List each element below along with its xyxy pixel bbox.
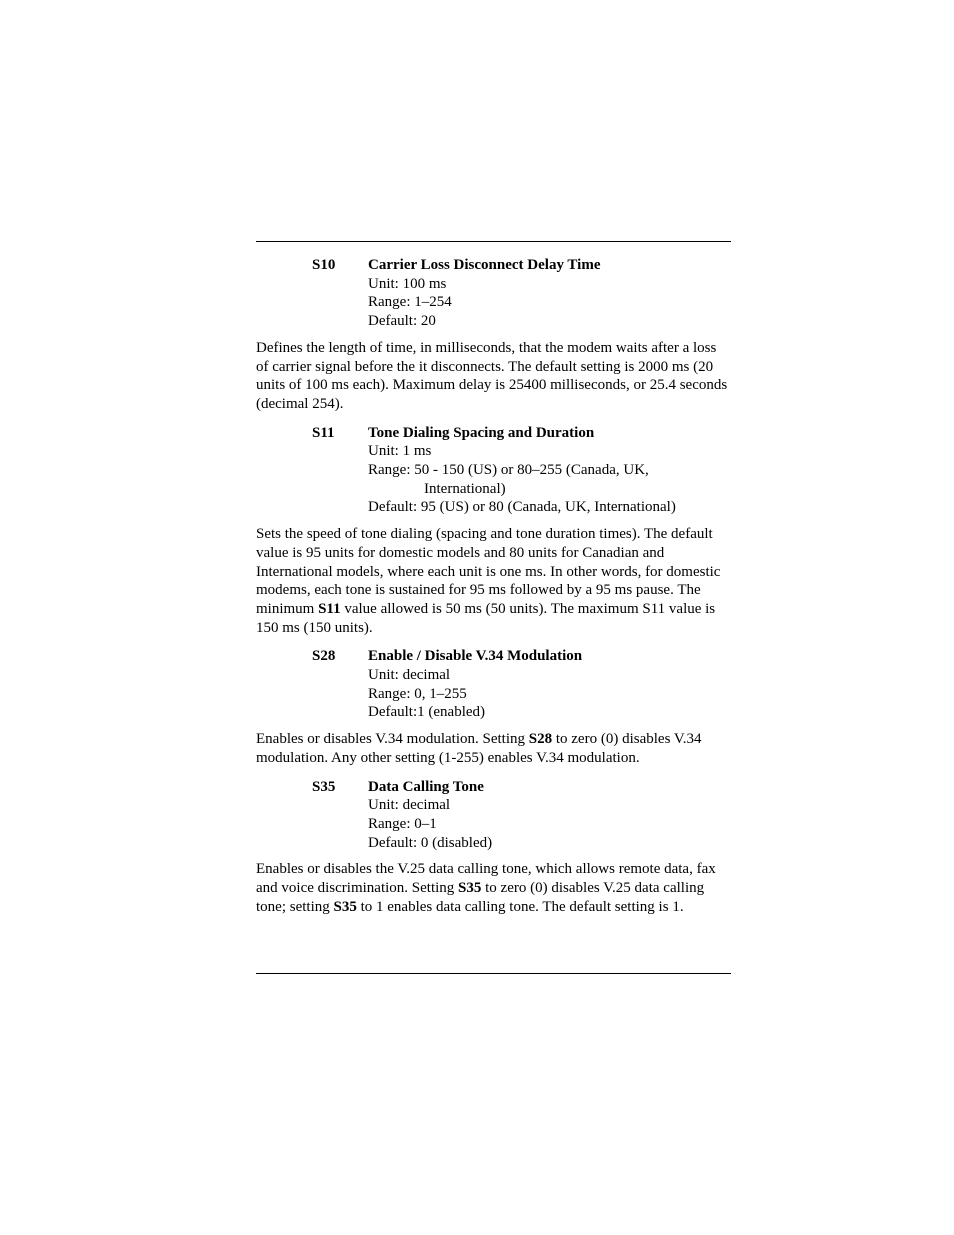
register-default: Default: 95 (US) or 80 (Canada, UK, International)	[368, 499, 676, 516]
register-range: Range: 50 - 150 (US) or 80–255 (Canada, UK,	[368, 462, 649, 479]
register-description: Enables or disables the V.25 data calling tone, which allows remote data, fax and voice discrimination. Setting S35 to zero (0) disables V.25 data calling tone; setting S35 to 1 enables data calling tone. The default setting is 1.	[256, 861, 716, 915]
register-default: Default:1 (enabled)	[368, 704, 486, 721]
register-list	[256, 256, 731, 917]
register-range: Range: 0–1	[368, 815, 437, 832]
register-default: Default: 0 (disabled)	[368, 834, 493, 851]
top-rule	[256, 241, 731, 242]
register-id: S35	[312, 778, 336, 795]
register-title: Tone Dialing Spacing and Duration	[368, 424, 595, 441]
register-unit: Unit: 100 ms	[368, 275, 447, 292]
bottom-rule	[256, 973, 731, 974]
register-id: S11	[312, 424, 335, 441]
register-unit: Unit: 1 ms	[368, 443, 432, 460]
register-header	[256, 647, 731, 722]
register-range: Range: 1–254	[368, 294, 452, 311]
register-range: Range: 0, 1–255	[368, 685, 467, 702]
register-unit: Unit: decimal	[368, 797, 451, 814]
register-header	[256, 424, 731, 518]
register-title: Data Calling Tone	[368, 778, 484, 795]
register-title: Enable / Disable V.34 Modulation	[368, 648, 583, 665]
register-range-continued: International)	[424, 480, 506, 497]
register-description: Sets the speed of tone dialing (spacing and tone duration times). The default value is 95 units for domestic models and 80 units for Canadian and International models, where each unit is one ms. In other words, for domestic modems, each tone is sustained for 95 ms followed by a 95 ms pause. The minimum S11 value allowed is 50 ms (50 units). The maximum S11 value is 150 ms (150 units).	[256, 526, 721, 636]
register-header	[256, 778, 731, 853]
register-header	[256, 256, 731, 331]
register-title: Carrier Loss Disconnect Delay Time	[368, 257, 601, 273]
register-default: Default: 20	[368, 313, 436, 330]
register-id: S28	[312, 648, 336, 665]
register-description: Defines the length of time, in milliseconds, that the modem waits after a loss of carrier signal before the it disconnects. The default setting is 2000 ms (20 units of 100 ms each). Maximum delay is 25400 milliseconds, or 25.4 seconds (decimal 254).	[256, 339, 728, 412]
register-description: Enables or disables V.34 modulation. Setting S28 to zero (0) disables V.34 modulation. Any other setting (1-255) enables V.34 modulation.	[256, 731, 702, 766]
register-unit: Unit: decimal	[368, 667, 451, 684]
register-id: S10	[312, 257, 336, 273]
